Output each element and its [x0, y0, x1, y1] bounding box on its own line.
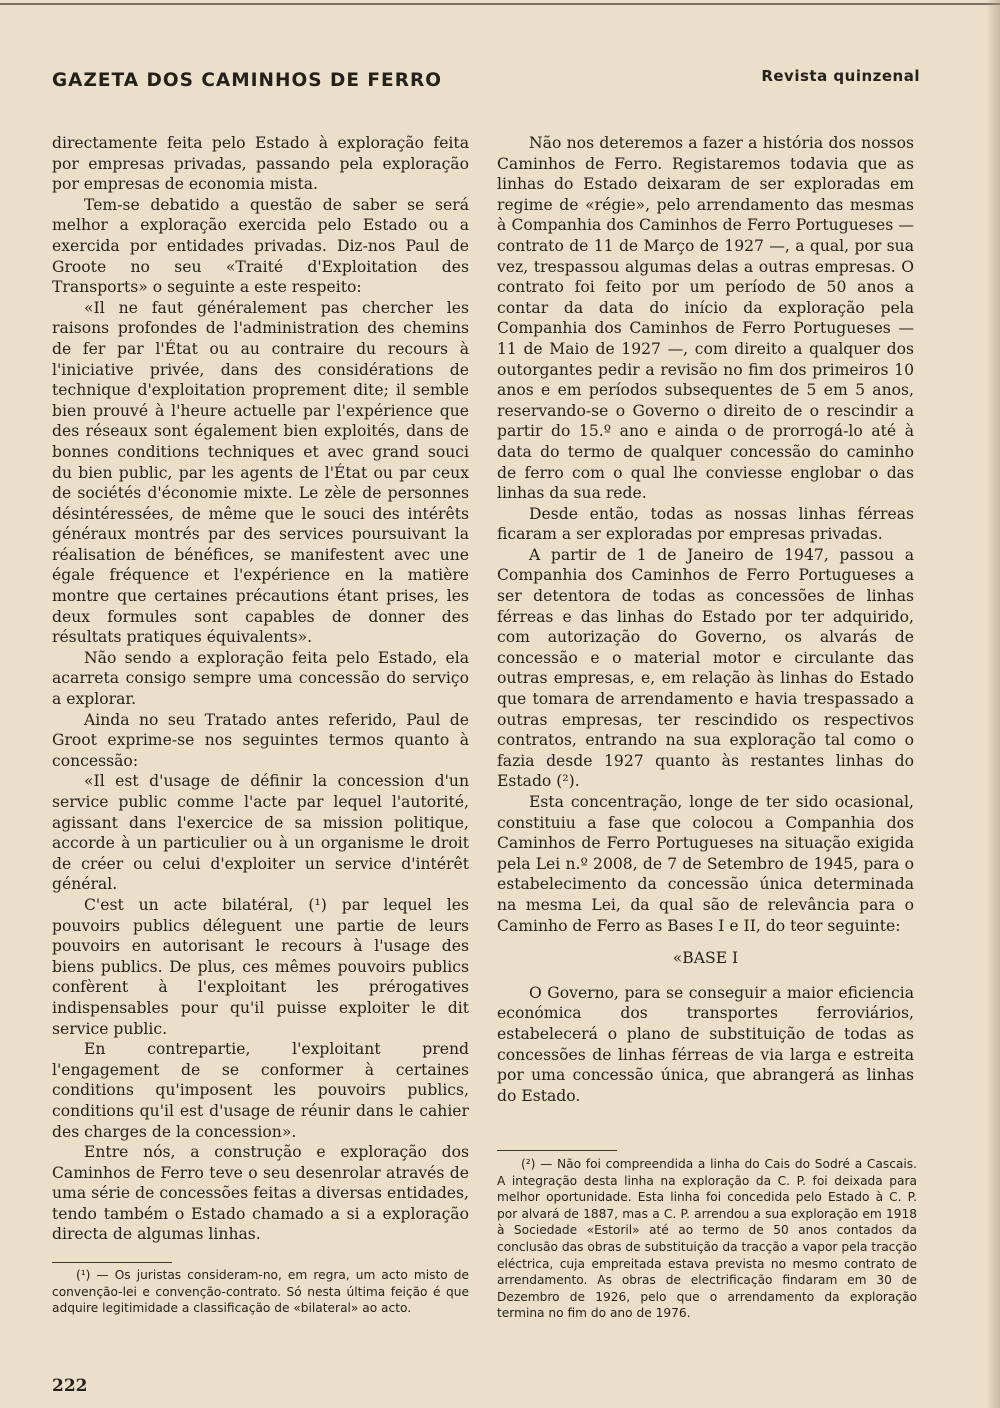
paragraph: Não nos deteremos a fazer a história dos nossos Caminhos de Ferro. Registaremos todavia que as linhas do Estado deixaram de ser exploradas em regime de «régie», pelo arrendamento das mesmas à Companhia dos Caminhos de Ferro Portugueses — contrato de 11 de Março de 1927 —, a qual, por sua vez, trespassou algumas delas a outras empresas. O contrato foi feito por um período de 50 anos a contar da data do início da exploração pela Companhia dos Caminhos de Ferro Portugueses — 11 de Maio de 1927 —, com direito a qualquer dos outorgantes pedir a revisão no fim dos primeiros 10 anos e em períodos subsequentes de 5 em 5 anos, reservando-se o Governo o direito de o rescindir a partir do 15.º ano e ainda o de prorrogá-lo até à data do termo de qualquer concessão do caminho de ferro com o qual lhe conviesse englobar o das linhas da sua rede. — [497, 134, 914, 503]
quote-paragraph: «Il ne faut généralement pas chercher les raisons profondes de l'administration des chemins de fer par l'État ou au contraire du recours à l'iniciative privée, dans des considérations de technique d'exploitation proprement dite; il semble bien prouvé à l'heure actuelle par l'expérience que des réseaux sont également bien exploités, dans de bonnes conditions techniques et avec grand souci du bien public, par les agents de l'État ou par ceux de sociétés d'économie mixte. Le zèle de personnes désintéressées, de même que le souci des intérêts généraux montrés par des services poursuivant la réalisation de bénéfices, se manifestent avec une égale fréquence et l'expérience en la matière montre que certaines précautions étant prises, les deux formules sont capables de donner des résultats pratiques équivalents». — [52, 298, 469, 647]
footnote-rule — [497, 1150, 617, 1151]
paragraph: Tem-se debatido a questão de saber se será melhor a exploração exercida pelo Estado ou a exercida por entidades privadas. Diz-nos Paul de Groote no seu «Traité d'Exploitation des Transports» o seguinte a este respeito: — [52, 195, 469, 297]
page-edge-shadow — [986, 0, 1000, 1408]
footnote-rule — [52, 1262, 172, 1263]
quote-paragraph: En contrepartie, l'exploitant prend l'engagement de se conformer à certaines conditions qu'imposent les pouvoirs publics, conditions qu'il est d'usage de réunir dans le cahier des charges de la concession». — [52, 1040, 469, 1141]
quote-paragraph: C'est un acte bilatéral, (¹) par lequel les pouvoirs publics déleguent une partie de leurs pouvoirs en autorisant le recours à l'usage des biens publics. De plus, ces mêmes pouvoirs publics confèrent à l'exploitant les prérogatives indispensables pour qu'il puisse exploiter le dit service public. — [52, 895, 469, 1038]
base-text: O Governo, para se conseguir a maior eficiencia económica dos transportes ferroviários, estabelecerá o plano de substituição de todas as concessões de linhas férreas de via larga e estreita por uma concessão única, que abrangerá as linhas do Estado. — [497, 983, 914, 1105]
journal-title: GAZETA DOS CAMINHOS DE FERRO — [52, 70, 442, 91]
footnote-2 — [497, 1156, 917, 1322]
page-number: 222 — [52, 1376, 88, 1396]
base-heading: «BASE I — [672, 949, 739, 968]
left-column — [52, 133, 469, 1245]
paragraph: Ainda no seu Tratado antes referido, Paul de Groot exprime-se nos seguintes termos quanto à concessão: — [52, 710, 469, 770]
footnote-text: (¹) — Os juristas consideram-no, em regra, um acto misto de convenção-lei e convenção-contrato. Só nesta última feição é que adquire legitimidade a classificação de «bilateral» ao acto. — [52, 1268, 469, 1316]
paragraph: Entre nós, a construção e exploração dos Caminhos de Ferro teve o seu desenrolar através de uma série de concessões feitas a diversas entidades, tendo também o Estado chamado a si a exploração directa de algumas linhas. — [52, 1143, 469, 1244]
journal-subtitle: Revista quinzenal — [761, 67, 920, 85]
quote-paragraph: «Il est d'usage de définir la concession d'un service public comme l'acte par lequel l'autorité, agissant dans l'exercice de sa mission politique, accorde à un particulier ou à un organisme le droit de créer ou celui d'exploiter un service d'intérêt général. — [52, 772, 469, 894]
footnote-1 — [52, 1267, 469, 1317]
top-border-line — [0, 3, 1000, 5]
footnote-text: (²) — Não foi compreendida a linha do Cais do Sodré a Cascais. A integração desta linha na exploração da C. P. foi deixada para melhor oportunidade. Esta linha foi concedida pelo Estado à C. P. por alvará de 1887, mas a C. P. arrendou a sua exploração em 1918 à Sociedade «Estoril» até ao termo de 50 anos contados da conclusão das obras de substituição da tracção a vapor pela tracção eléctrica, cuja empreitada estava prevista no mesmo contrato de arrendamento. As obras de electrificação findaram em 30 de Dezembro de 1926, pelo que o arrendamento da exploração termina no fim do ano de 1976. — [497, 1157, 917, 1321]
paragraph: Desde então, todas as nossas linhas férreas ficaram a ser exploradas por empresas privadas. — [497, 504, 914, 544]
paragraph: directamente feita pelo Estado à exploração feita por empresas privadas, passando pela exploração por empresas de economia mista. — [52, 134, 469, 194]
paragraph: Esta concentração, longe de ter sido ocasional, constituiu a fase que colocou a Companhia dos Caminhos de Ferro Portugueses na situação exigida pela Lei n.º 2008, de 7 de Setembro de 1945, para o estabelecimento da concessão única determinada na mesma Lei, da qual são de relevância para o Caminho de Ferro as Bases I e II, do teor seguinte: — [497, 793, 914, 935]
paragraph: A partir de 1 de Janeiro de 1947, passou a Companhia dos Caminhos de Ferro Portugueses a ser detentora de todas as concessões de linhas férreas e das linhas do Estado por ter adquirido, com autorização do Governo, os alvarás de concessão e o material motor e circulante das outras empresas, e, em relação às linhas do Estado que tomara de arrendamento e havia trespassado a outras empresas, ter rescindido os respectivos contratos, entrando na sua exploração tal como o fazia desde 1927 quanto às restantes linhas do Estado (²). — [497, 545, 914, 791]
paragraph: Não sendo a exploração feita pelo Estado, ela acarreta consigo sempre uma concessão do serviço a explorar. — [52, 648, 469, 709]
right-column — [497, 133, 914, 1106]
